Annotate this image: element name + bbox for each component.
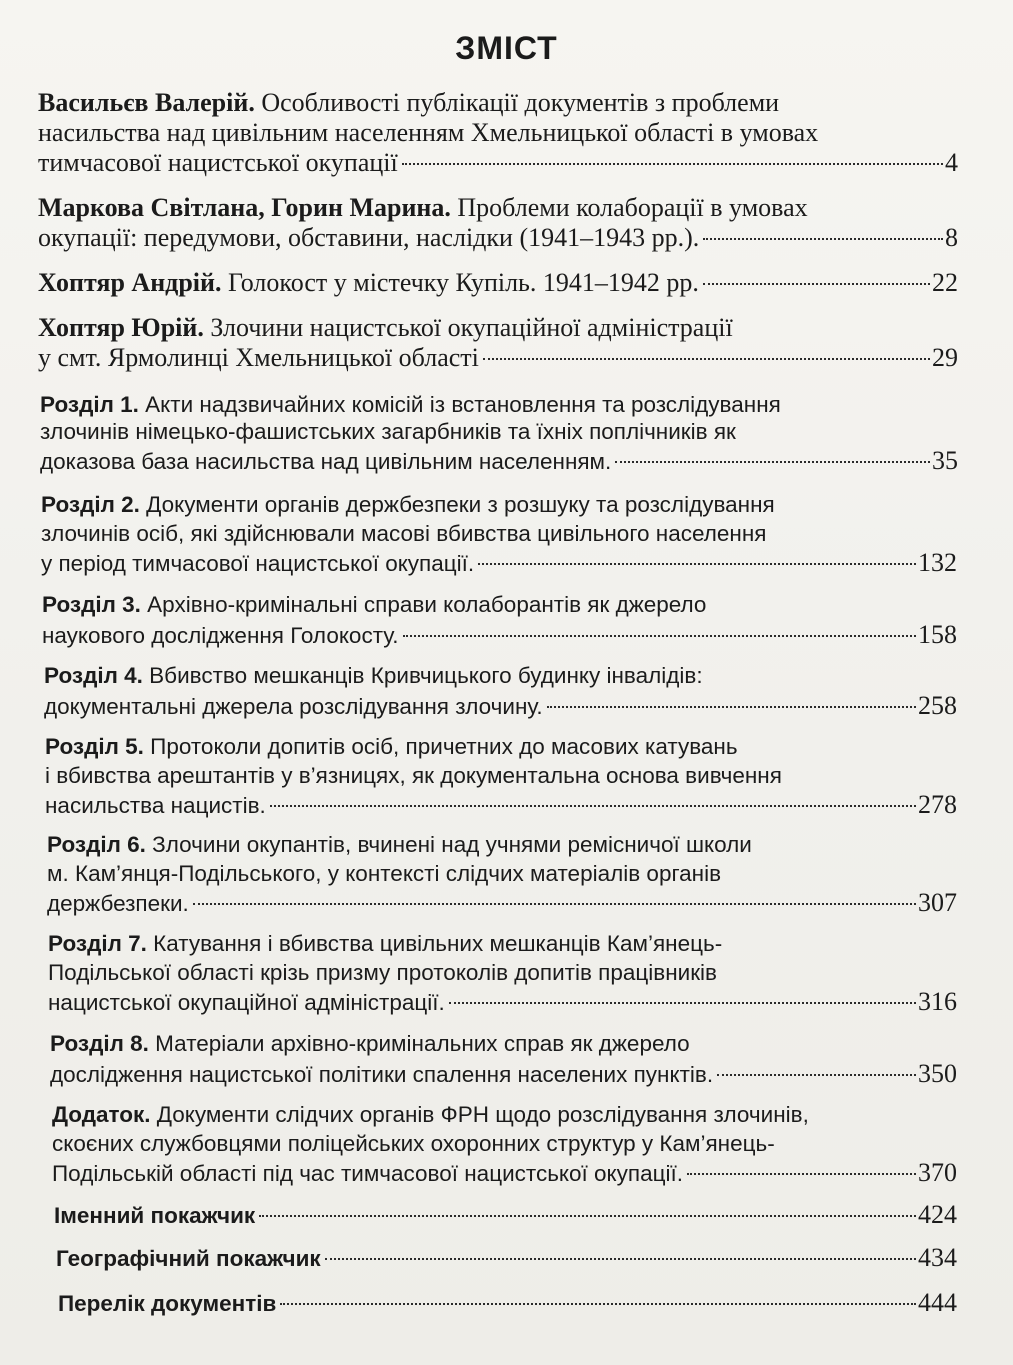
entry-author: Васильєв Валерій. (38, 88, 255, 117)
page-number: 258 (918, 691, 957, 720)
entry-title-line: у смт. Ярмолинці Хмельницької області (38, 343, 479, 372)
entry-author: Розділ 8. (50, 1031, 149, 1056)
dot-leader (449, 1002, 916, 1004)
entry-title-line: Подільській області під час тимчасової нацистської окупації. (52, 1161, 683, 1186)
dot-leader (402, 163, 943, 165)
entry-author: Розділ 3. (42, 592, 141, 617)
entry-author: Розділ 4. (44, 663, 143, 688)
page-number: 278 (918, 790, 957, 819)
entry-title-line: Протоколи допитів осіб, причетних до масових катувань (143, 734, 738, 759)
entry-title-line: Особливості публікації документів з проблеми (254, 88, 780, 117)
entry-title-line: Вбивство мешканців Кривчицького будинку інвалідів: (142, 663, 703, 688)
entry-title-line: тимчасової нацистської окупації (38, 148, 398, 177)
entry-title-line: скоєних службовцями поліцейських охоронних структур у Кам’янець- (52, 1131, 775, 1156)
page-title: ЗМІСТ (455, 30, 558, 66)
page-number: 132 (918, 548, 957, 577)
dot-leader (687, 1173, 916, 1175)
entry-title-line: доказова база насильства над цивільним населенням. (40, 449, 612, 474)
dot-leader (270, 805, 916, 807)
entry-title-line: у період тимчасової нацистської окупації. (41, 551, 475, 576)
entry-title-line: м. Кам’янця-Подільського, у контексті слідчих матеріалів органів (47, 861, 722, 886)
entry-title-line: Злочини нацистської окупаційної адміністрації (203, 313, 733, 342)
page-number: 307 (918, 888, 957, 917)
entry-title-line: Документи органів держбезпеки з розшуку та розслідування (139, 492, 775, 517)
entry-title-line: окупації: передумови, обставини, наслідки (1941–1943 рр.). (38, 223, 700, 252)
entry-title-line: Катування і вбивства цивільних мешканців Кам’янець- (146, 931, 723, 956)
entry-author: Іменний покажчик (54, 1203, 256, 1228)
entry-title-line: документальні джерела розслідування злочину. (44, 694, 543, 719)
page-number: 370 (918, 1158, 957, 1187)
dot-leader (615, 461, 930, 463)
page-number: 22 (932, 268, 958, 297)
dot-leader (280, 1303, 916, 1305)
dot-leader (478, 563, 916, 565)
page-number: 350 (918, 1059, 957, 1088)
entry-title-line: держбезпеки. (47, 891, 189, 916)
entry-author: Хоптяр Юрій. (38, 313, 204, 342)
entry-author: Розділ 6. (47, 832, 146, 857)
page-number: 424 (918, 1200, 957, 1229)
entry-title-line: Злочини окупантів, вчинені над учнями ремісничої школи (145, 832, 752, 857)
entry-title-line: Проблеми колаборації в умовах (450, 193, 808, 222)
dot-leader (703, 238, 943, 240)
dot-leader (547, 706, 916, 708)
entry-author: Географічний покажчик (56, 1246, 321, 1271)
page-number: 4 (945, 148, 958, 177)
entry-title-line: насильства нацистів. (45, 793, 266, 818)
entry-author: Маркова Світлана, Горин Марина. (38, 193, 451, 222)
entry-author: Розділ 1. (40, 392, 139, 417)
entry-title-line: злочинів осіб, які здійснювали масові вбивства цивільного населення (41, 521, 767, 546)
dot-leader (703, 283, 930, 285)
entry-author: Додаток. (52, 1102, 151, 1127)
entry-title-line: Голокост у містечку Купіль. 1941–1942 рр. (221, 268, 699, 297)
entry-author: Розділ 2. (41, 492, 140, 517)
entry-title-line: дослідження нацистської політики спалення населених пунктів. (50, 1062, 714, 1087)
entry-title-line: Матеріали архівно-кримінальних справ як джерело (148, 1031, 690, 1056)
entry-title-line: Акти надзвичайних комісій із встановлення та розслідування (138, 392, 781, 417)
entry-title-line: Документи слідчих органів ФРН щодо розслідування злочинів, (150, 1102, 809, 1127)
entry-title-line: нацистської окупаційної адміністрації. (48, 990, 445, 1015)
entry-title-line: Архівно-кримінальні справи колаборантів як джерело (140, 592, 707, 617)
entry-title-line: і вбивства арештантів у в’язницях, як документальна основа вивчення (45, 763, 782, 788)
page-number: 8 (945, 223, 958, 252)
dot-leader (325, 1258, 916, 1260)
entry-title-line: наукового дослідження Голокосту. (42, 623, 399, 648)
entry-title-line: Подільської області крізь призму протоколів допитів працівників (48, 960, 718, 985)
page-number: 29 (932, 343, 958, 372)
dot-leader (403, 635, 917, 637)
page-number: 434 (918, 1243, 957, 1272)
dot-leader (259, 1215, 916, 1217)
entry-author: Перелік документів (58, 1291, 277, 1316)
entry-title-line: насильства над цивільним населенням Хмельницької області в умовах (38, 118, 819, 147)
entry-author: Розділ 5. (45, 734, 144, 759)
dot-leader (193, 903, 916, 905)
entry-title-line: злочинів німецько-фашистських загарбників та їхніх поплічників як (40, 419, 736, 444)
dot-leader (483, 358, 930, 360)
page-number: 316 (918, 987, 957, 1016)
page-number: 444 (918, 1288, 957, 1317)
entry-author: Розділ 7. (48, 931, 147, 956)
page-number: 158 (918, 620, 957, 649)
dot-leader (717, 1074, 916, 1076)
entry-author: Хоптяр Андрій. (38, 268, 222, 297)
page-number: 35 (932, 446, 958, 475)
